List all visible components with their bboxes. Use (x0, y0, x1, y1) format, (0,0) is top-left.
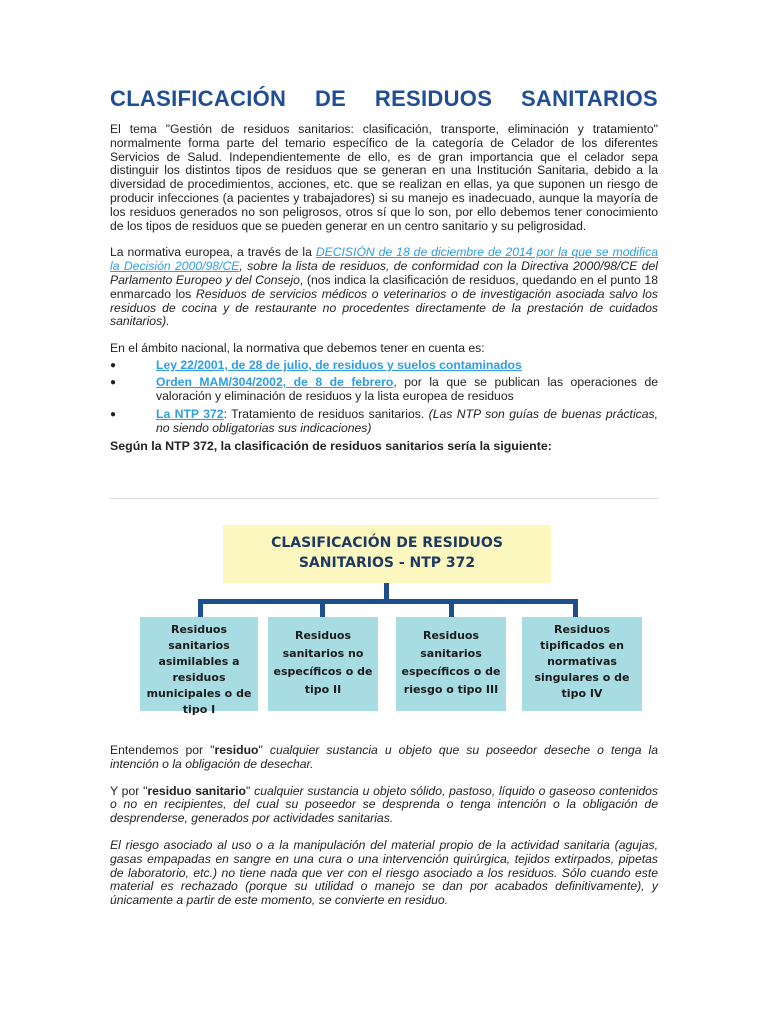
page-title: CLASIFICACIÓN DE RESIDUOS SANITARIOS (110, 86, 658, 111)
residuo-post: " (258, 743, 270, 757)
normativa-text-3: , (nos indica la clasificación de residuos, quedando en el punto 18 enmarcado los (110, 272, 658, 301)
normativa-text-4: Residuos de servicios médicos o veterinarios o de investigación asociada salvo los residuos de cocina y de restaurante no procedentes directamente de la prestación de cuidados sanitarios). (110, 286, 658, 329)
definitions (110, 744, 658, 921)
sanitario-post: " (246, 783, 255, 798)
bullet-icon: ● (110, 376, 117, 388)
sanitario-term: residuo sanitario (147, 783, 246, 798)
decision-link[interactable]: DECISIÓN de 18 de diciembre de 2014 por la que se modifica la Decisión 2000/98/CE (110, 245, 658, 274)
connector-drop-3 (449, 599, 454, 617)
diagram-title (223, 525, 551, 583)
list-item (110, 359, 658, 373)
category-box-type-3: Residuos sanitarios específicos o de riesgo o tipo III (396, 617, 506, 711)
orden-text: , por la que se publican las operaciones de valoración y eliminación de residuos y la lista europea de residuos (156, 374, 659, 403)
nacional-intro: En el ámbito nacional, la normativa que debemos tener en cuenta es: (110, 341, 485, 356)
normativa-text-2: , sobre la lista de residuos, de conformidad con la Directiva 2000/98/CE del Parlamento Europeo y del Consejo (110, 259, 658, 287)
ntp-text: : Tratamiento de residuos sanitarios. (223, 407, 429, 422)
normativa-paragraph (110, 246, 658, 329)
connector-drop-4 (573, 599, 578, 617)
connector-drop-1 (198, 599, 203, 617)
riesgo-paragraph: El riesgo asociado al uso o a la manipulación del material propio de la actividad sanitaria (agujas, gasas empapadas en sangre en una cura o una intervención quirúrgica, tejidos extirpados, pipetas de laboratorio, etc.) no tiene nada que ver con el riesgo asociado a los residuos. Sólo cuando este material es rechazado (porque su utilidad o manejo se dan por acabados definitivamente), y únicamente a partir de este momento, se convierte en residuo. (110, 837, 658, 908)
classification-diagram (110, 498, 658, 716)
connector-bar (198, 599, 578, 604)
residuo-def: cualquier sustancia u objeto que su poseedor deseche o tenga la intención o la obligación de desechar. (110, 743, 658, 771)
connector-drop-2 (320, 599, 325, 617)
sanitario-def: cualquier sustancia u objeto sólido, pastoso, líquido o gaseoso contenidos o no en recipientes, del cual su poseedor se desprenda o tenga intención o la obligación de desprenderse, generados por actividades sanitarias. (110, 783, 659, 826)
category-box-type-1: Residuos sanitarios asimilables a residuos municipales o de tipo I (140, 617, 258, 711)
orden-link[interactable]: Orden MAM/304/2002, de 8 de febrero (156, 374, 394, 389)
bullet-icon: ● (110, 359, 117, 371)
residuo-sanitario-definition (110, 785, 658, 826)
normativa-list (110, 359, 658, 436)
category-box-type-2: Residuos sanitarios no específicos o de tipo II (268, 617, 378, 711)
normativa-text-1: La normativa europea, a través de la (110, 245, 316, 260)
intro-paragraph: El tema "Gestión de residuos sanitarios: clasificación, transporte, eliminación y tratamiento" normalmente forma parte del temario específico de la categoría de Celador de los diferentes Servicios de Salud. Independientemente de ello, es de gran importancia que el celador sepa distinguir los distintos tipos de residuos que se generan en una Institución Sanitaria, debido a la diversidad de procedimientos, acciones, etc. que se realizan en ellas, ya que suponen un riesgo de producir infecciones (a pacientes y trabajadores) si su manejo es inadecuado, aunque la mayoría de los residuos generados no son peligrosos, otros sí que lo son, por ello debemos tener conocimiento de los tipos de residuos que se pueden generar en un centro sanitario y su peligrosidad. (110, 122, 658, 233)
diagram-title-line-2: SANITARIOS - NTP 372 (298, 555, 476, 571)
category-box-type-4: Residuos tipificados en normativas singulares o de tipo IV (522, 617, 642, 711)
ley-link[interactable]: Ley 22/2001, de 28 de julio, de residuos y suelos contaminados (156, 357, 522, 372)
residuo-term: residuo (214, 743, 259, 757)
bullet-icon: ● (110, 409, 117, 421)
ntp-classification-line: Según la NTP 372, la clasificación de residuos sanitarios sería la siguiente: (110, 438, 552, 453)
ntp-link[interactable]: La NTP 372 (156, 407, 224, 422)
article (110, 82, 658, 453)
diagram-title-line-1: CLASIFICACIÓN DE RESIDUOS (271, 535, 503, 551)
residuo-definition (110, 744, 658, 772)
sanitario-pre: Y por " (110, 783, 148, 798)
ntp-note: (Las NTP son guías de buenas prácticas, no siendo obligatorias sus indicaciones) (156, 407, 659, 436)
list-item (110, 408, 658, 436)
residuo-pre: Entendemos por " (110, 743, 215, 757)
list-item (110, 376, 658, 404)
